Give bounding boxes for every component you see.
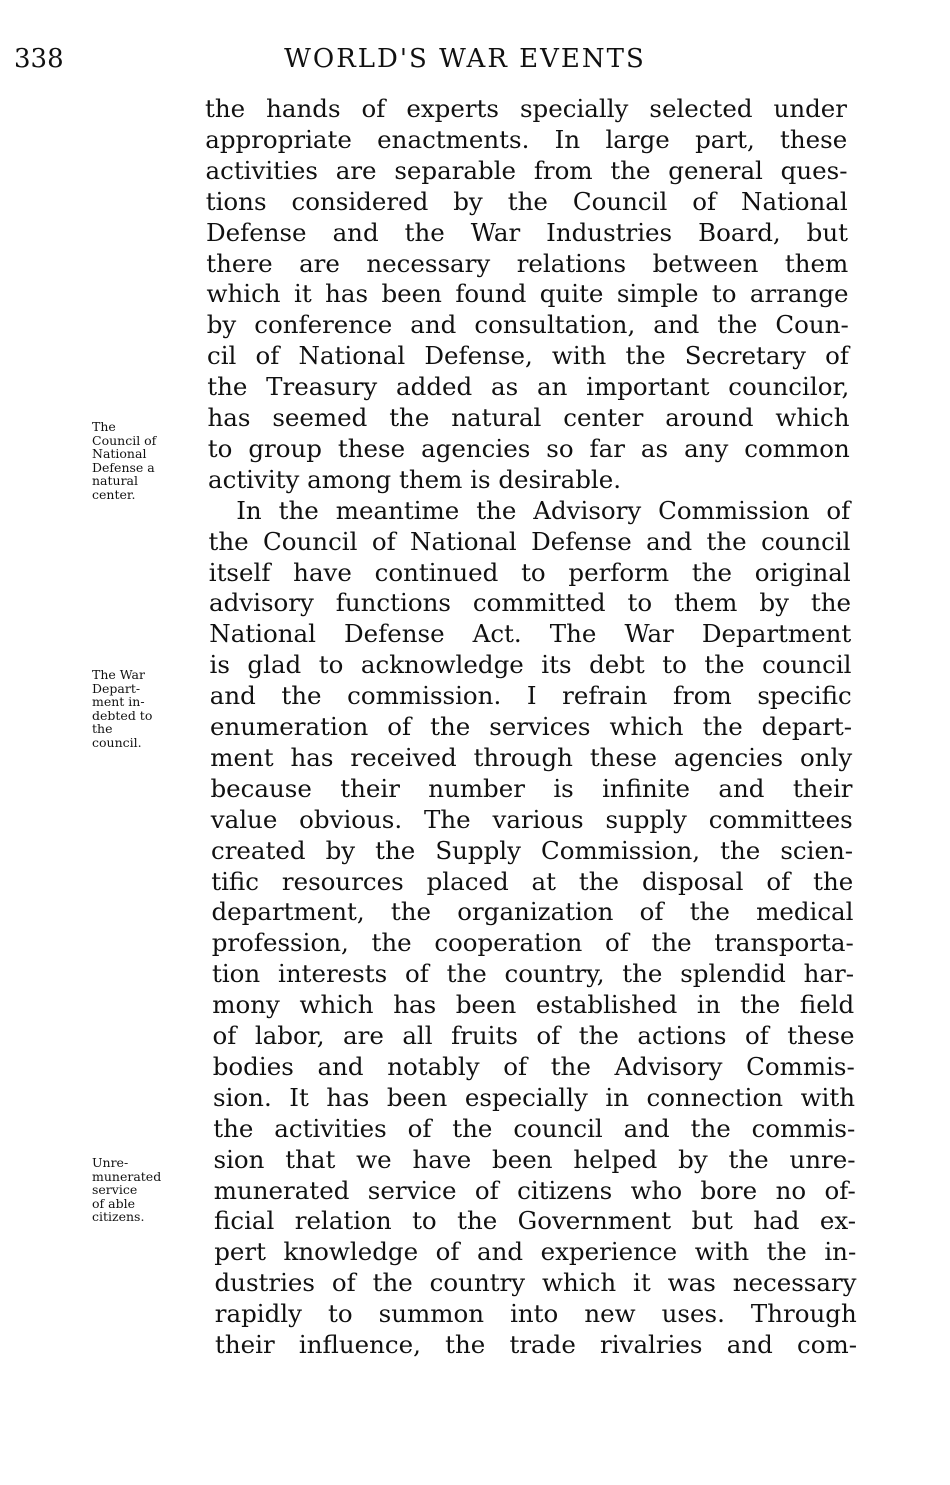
margin-note-line: natural — [92, 473, 139, 488]
margin-note-line: National — [92, 446, 147, 461]
margin-note — [92, 420, 156, 501]
margin-note-line: the — [92, 721, 113, 736]
body-line: advisory functions committed to them by the — [209, 588, 851, 618]
body-line: their influence, the trade rivalries and com- — [215, 1330, 857, 1359]
body-line: appropriate enactments. In large part, these — [205, 124, 848, 154]
body-line: pert knowledge of and experience with the in- — [214, 1237, 857, 1267]
body-line: to group these agencies so far as any common — [207, 433, 850, 463]
body-line: tions considered by the Council of National — [205, 186, 848, 216]
body-line: which it has been found quite simple to arrange — [206, 279, 849, 309]
body-line: In the meantime the Advisory Commission of — [236, 495, 851, 525]
body-line: ment has received through these agencies only — [210, 742, 853, 772]
body-line: rapidly to summon into new uses. Through — [214, 1299, 857, 1329]
body-line: bodies and notably of the Advisory Commis- — [212, 1051, 855, 1081]
body-line: is glad to acknowledge its debt to the council — [209, 650, 852, 680]
body-line: value obvious. The various supply committees — [210, 804, 853, 834]
body-line: dustries of the country which it was necessary — [214, 1268, 857, 1298]
body-line: sion. It has been especially in connection with — [213, 1082, 855, 1112]
margin-note-line: service — [92, 1182, 138, 1197]
margin-note-line: of able — [92, 1195, 135, 1211]
body-line: profession, the cooperation of the transporta- — [211, 928, 854, 958]
margin-note-line: The War — [92, 667, 145, 682]
body-line: by conference and consultation, and the Coun- — [206, 310, 849, 340]
body-line: munerated service of citizens who bore no of- — [213, 1175, 856, 1205]
margin-note-line: citizens. — [92, 1209, 145, 1224]
running-title: WORLD'S WAR EVENTS — [284, 44, 646, 74]
margin-note — [92, 1156, 161, 1224]
body-line: the Council of National Defense and the council — [208, 526, 851, 556]
margin-note-line: Defense a — [92, 459, 155, 475]
body-line: tion interests of the country, the splendid har- — [212, 959, 854, 989]
body-line: Defense and the War Industries Board, but — [206, 217, 848, 247]
margin-note-line: center. — [92, 486, 136, 502]
body-line: created by the Supply Commission, the scien- — [211, 835, 853, 865]
body-line: enumeration of the services which the depart- — [210, 712, 852, 741]
body-line: activity among them is desirable. — [208, 464, 622, 494]
body-line: National Defense Act. The War Department — [209, 619, 852, 649]
margin-note-line: Unre- — [92, 1155, 129, 1170]
body-line: the activities of the council and the commis- — [213, 1113, 856, 1143]
body-line: activities are separable from the general ques- — [205, 155, 848, 185]
margin-note-line: The — [92, 419, 116, 434]
body-line: and the commission. I refrain from specific — [209, 681, 852, 711]
body-line: sion that we have been helped by the unre- — [213, 1144, 856, 1174]
body-line: the hands of experts specially selected under — [205, 94, 847, 123]
body-line: mony which has been established in the field — [212, 990, 855, 1020]
body-line: has seemed the natural center around which — [207, 403, 850, 432]
margin-note-line: ment in- — [92, 694, 145, 709]
page-number: 338 — [14, 44, 64, 74]
body-line: tific resources placed at the disposal of the — [211, 866, 854, 896]
margin-note-line: debted to — [92, 707, 153, 723]
margin-note — [92, 668, 152, 749]
body-line: there are necessary relations between them — [206, 248, 849, 278]
body-line: ficial relation to the Government but had ex- — [214, 1206, 856, 1236]
body-line: of labor, are all fruits of the actions of these — [212, 1021, 855, 1050]
body-line: the Treasury added as an important councilor, — [207, 372, 850, 402]
margin-note-line: munerated — [92, 1168, 162, 1184]
margin-note-line: Council of — [92, 432, 157, 448]
margin-note-line: council. — [92, 734, 142, 750]
body-line: department, the organization of the medical — [211, 897, 854, 927]
body-line: cil of National Defense, with the Secretary of — [207, 341, 849, 371]
body-line: itself have continued to perform the original — [208, 557, 851, 587]
margin-note-line: Depart- — [92, 680, 141, 696]
body-line: because their number is infinite and their — [210, 773, 853, 803]
